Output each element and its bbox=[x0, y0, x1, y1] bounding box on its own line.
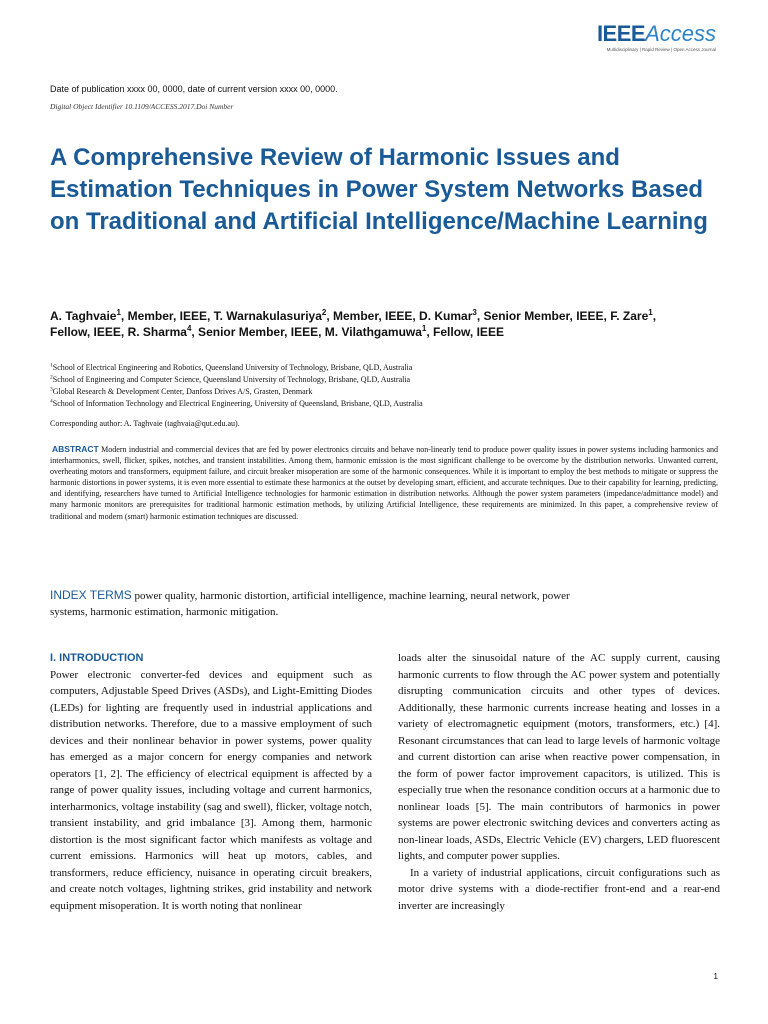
author-membership: , Senior Member, IEEE, bbox=[191, 325, 325, 339]
index-terms bbox=[50, 587, 610, 620]
affiliation-text: Global Research & Development Center, Danfoss Drives A/S, Grasten, Denmark bbox=[52, 387, 313, 396]
affiliation-line bbox=[50, 398, 710, 410]
author-affiliation-mark: 2 bbox=[321, 308, 327, 317]
abstract bbox=[50, 444, 718, 522]
author-list bbox=[50, 308, 690, 340]
author-name: D. Kumar bbox=[419, 309, 473, 323]
author bbox=[419, 309, 610, 323]
author bbox=[325, 325, 504, 339]
section-heading: I. INTRODUCTION bbox=[50, 652, 144, 664]
author-affiliation-mark: 3 bbox=[472, 308, 477, 317]
affiliation-number: 1 bbox=[50, 362, 53, 369]
body-paragraph: In a variety of industrial applications, circuit configurations such as motor drive systems with a diode-rectifier front-end and a rear-end inverter are increasingly bbox=[398, 866, 720, 912]
author-affiliation-mark: 1 bbox=[421, 324, 427, 333]
author-name: T. Warnakulasuriya bbox=[213, 309, 322, 323]
body-column-right bbox=[398, 650, 720, 914]
author-name: M. Vilathgamuwa bbox=[324, 325, 422, 339]
affiliation-line bbox=[50, 374, 710, 386]
author bbox=[128, 325, 325, 339]
body-column-left bbox=[50, 650, 372, 914]
author-membership: , Senior Member, IEEE, bbox=[476, 309, 611, 323]
author-membership: , Member, IEEE, bbox=[120, 309, 214, 323]
affiliation-text: School of Engineering and Computer Science, Queensland University of Technology, Brisbane, QLD, Australia bbox=[52, 375, 411, 384]
corresponding-author: Corresponding author: A. Taghvaie (taghvaia@qut.edu.au). bbox=[50, 419, 240, 428]
author-affiliation-mark: 1 bbox=[116, 308, 121, 317]
abstract-text: Modern industrial and commercial devices that are fed by power electronics circuits and behave non-linearly tend to produce power quality issues in power systems including harmonics and interharmonics, swell, flicker, spikes, notches, and transient instabilities. Among them, harmonic emission is the most significant challenge to be overcome by the distribution networks. Unwanted current, overheating motors and transformers, equipment failure, and circuit breaker misoperation are some of the harmonic consequences. While it is important to employ the best methods to mitigate or suppress the harmonic distortions in power systems, it is even more essential to estimate these harmonics at the outset by developing smart, efficient, and accurate techniques. Due to their capability for learning, predicting, and identifying, researchers have turned to Artificial Intelligence technologies for harmonic estimation in distribution networks. Although the power system parameters (impedance/admittance model) and many harmonic monitors are prerequisites for traditional harmonic estimation methods, by utilizing Artificial Intelligence, these requirements are minimized. In this paper, a comprehensive review of traditional and modern (smart) harmonic estimation techniques are discussed. bbox=[50, 445, 718, 521]
affiliations bbox=[50, 362, 710, 410]
author-affiliation-mark: 1 bbox=[648, 308, 653, 317]
doi: Digital Object Identifier 10.1109/ACCESS.2017.Doi Number bbox=[50, 102, 234, 111]
author-affiliation-mark: 4 bbox=[186, 324, 192, 333]
journal-logo bbox=[586, 22, 716, 52]
author-membership: , Member, IEEE, bbox=[326, 309, 420, 323]
paper-title: A Comprehensive Review of Harmonic Issues and Estimation Techniques in Power System Networks Based on Traditional and Artificial Intelligence/Machine Learning bbox=[50, 144, 708, 235]
author-name: R. Sharma bbox=[127, 325, 187, 339]
body-paragraph: Power electronic converter-fed devices and equipment such as computers, Adjustable Speed Drives (ASDs), and Light-Emitting Diodes (LEDs) for lighting are frequently used in industrial applications and distribution networks. Therefore, due to a massive employment of such devices and their nonlinear behavior in power systems, power quality has emerged as a major concern for energy companies and network operators [1, 2]. The efficiency of electrical equipment is affected by a range of power quality issues, including voltage and current harmonics, interharmonics, voltage instability (sag and swell), flicker, voltage notch, transient instability, and grid imbalance [3]. Among them, harmonic distortion is the most significant factor which manifests as voltage and current emissions. Harmonics will heat up motors, cables, and transformers, reduce efficiency, nuisance in operating circuit breakers, and create notch voltages, lightning strikes, grid instability and network equipment misoperation. It is worth noting that nonlinear bbox=[50, 668, 372, 912]
affiliation-number: 2 bbox=[50, 374, 53, 381]
page-number: 1 bbox=[713, 972, 718, 981]
author-membership: , Fellow, IEEE bbox=[426, 325, 504, 339]
author-membership: , Fellow, IEEE, bbox=[50, 309, 657, 339]
body-paragraph: loads alter the sinusoidal nature of the AC supply current, causing harmonic currents to flow through the AC power system and potentially disrupting communication circuits and other types of devices. Additionally, these harmonic currents increase heating and losses in a variety of electromagnetic equipment (motors, transformers, etc.) [4]. Resonant circumstances that can lead to large levels of harmonic voltage and current distortion can arise when reactive power compensation, in the form of power factor improvement capacitors, is utilized. This is especially true when the resonance condition occurs at a harmonic due to nonlinear loads [5]. The main contributors of harmonics in power systems are power electronic switching devices and converters acting as non-linear loads, ASDs, Electric Vehicle (EV) chargers, LED fluorescent lights, and computer power supplies. bbox=[398, 652, 720, 862]
affiliation-line bbox=[50, 362, 710, 374]
author-name: F. Zare bbox=[610, 309, 649, 323]
affiliation-number: 3 bbox=[50, 386, 53, 393]
author bbox=[50, 309, 214, 323]
index-terms-text: power quality, harmonic distortion, artificial intelligence, machine learning, neural network, power systems, harmonic estimation, harmonic mitigation. bbox=[50, 590, 570, 618]
affiliation-line bbox=[50, 386, 710, 398]
affiliation-number: 4 bbox=[50, 398, 53, 405]
journal-brand: IEEEAccess bbox=[596, 21, 716, 46]
author-name: A. Taghvaie bbox=[50, 309, 117, 323]
abstract-label: ABSTRACT bbox=[52, 444, 99, 454]
author bbox=[214, 309, 419, 323]
affiliation-text: School of Electrical Engineering and Robotics, Queensland University of Technology, Brisbane, QLD, Australia bbox=[52, 363, 413, 372]
publication-date: Date of publication xxxx 00, 0000, date of current version xxxx 00, 0000. bbox=[50, 84, 338, 94]
affiliation-text: School of Information Technology and Electrical Engineering, University of Queensland, Brisbane, QLD, Australia bbox=[52, 399, 423, 408]
journal-tagline: Multidisciplinary | Rapid Review | Open Access Journal bbox=[606, 47, 716, 52]
index-terms-label: INDEX TERMS bbox=[50, 588, 132, 602]
